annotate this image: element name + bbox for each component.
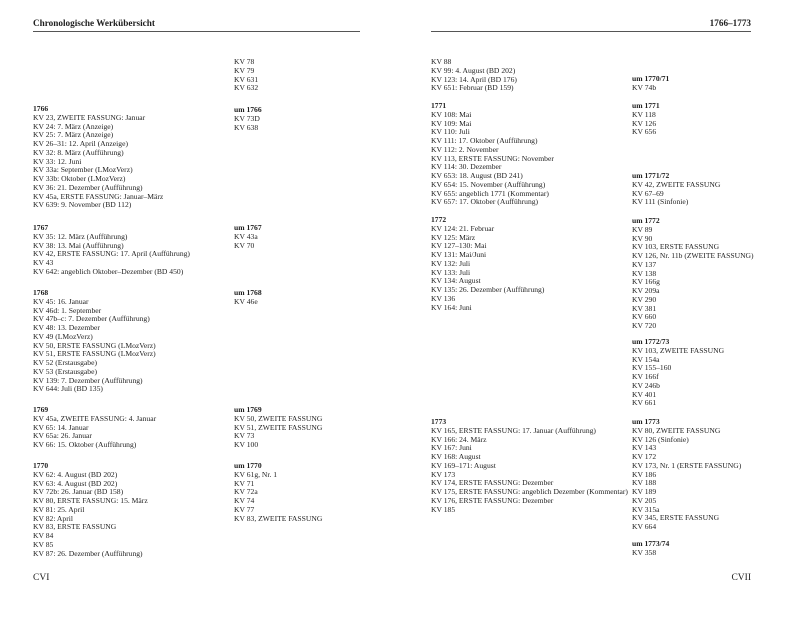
entry-text: KV 51,	[234, 422, 259, 432]
entry-text: ERSTE FASSUNG	[659, 242, 720, 252]
year-heading: 1769	[33, 405, 49, 414]
year-heading: 1766	[33, 104, 49, 113]
entry-text: KV 25: 7. März (Anzeige)	[33, 130, 114, 140]
entry-text: KV 51,	[33, 349, 58, 359]
entry-text: KV 65a: 26. Januar	[33, 431, 92, 441]
entry-text: KV 155–160	[632, 363, 672, 373]
work-entry	[234, 441, 322, 450]
entry-text: KV 209a	[632, 286, 660, 295]
entry-text: KV 653: 18. August (BD 241)	[431, 171, 523, 180]
entry-text: KV 72b: 26. Januar (BD 158)	[33, 487, 124, 497]
entry-text: KV 100	[234, 440, 259, 449]
entry-text: KV 65: 14. Januar	[33, 422, 89, 432]
work-entry	[632, 198, 720, 207]
year-heading: 1773	[431, 417, 447, 426]
entry-text: KV 33b: Oktober (LMozVerz)	[33, 174, 126, 183]
page-number: CVII	[731, 573, 751, 583]
right-page	[393, 0, 787, 622]
year-block	[632, 75, 669, 93]
entry-text: KV 113,	[431, 153, 459, 163]
entry-text: KV 381	[632, 303, 657, 313]
work-entry	[431, 462, 628, 471]
entry-text: KV 124: 21. Februar	[431, 223, 495, 233]
entry-text: KV 638	[234, 122, 259, 132]
entry-text: KV 90	[632, 233, 653, 243]
entry-text: KV 53 (Erstausgabe)	[33, 366, 97, 376]
entry-text: KV 126, Nr. 11b (	[632, 251, 687, 260]
year-heading: 1770	[33, 461, 49, 470]
entry-text: KV 651: Februar (BD 159)	[431, 83, 514, 93]
entry-text: KV 79	[234, 65, 255, 75]
entry-text: KV 63: 4. August (BD 202)	[33, 478, 118, 488]
entry-text: KV 154a	[632, 354, 660, 364]
entry-text: KV 83,	[33, 522, 58, 532]
year-block	[234, 406, 322, 450]
entry-text: KV 73	[234, 431, 255, 441]
entry-text: KV 26–31: 12. April (Anzeige)	[33, 139, 128, 148]
year-heading: um 1770/71	[632, 74, 670, 83]
work-entry	[33, 268, 190, 277]
entry-text: KV 46e	[234, 296, 258, 306]
entry-text: KV 52 (Erstausgabe)	[33, 358, 97, 367]
year-heading: um 1767	[234, 223, 262, 232]
entry-text: KV 23,	[33, 112, 58, 122]
work-entry	[431, 497, 628, 506]
entry-text: KV 137	[632, 259, 657, 269]
work-entry	[632, 84, 669, 93]
entry-text: KV 632	[234, 83, 259, 93]
entry-text: KV 132: Juli	[431, 258, 471, 268]
entry-text: KV 38: 13. Mai (Aufführung)	[33, 240, 124, 250]
entry-text: KV 103,	[632, 242, 660, 252]
work-entry	[431, 198, 554, 207]
entry-text: KV 49 (LMozVerz)	[33, 331, 93, 341]
year-heading: um 1772	[632, 216, 660, 225]
entry-text: KV 134: August	[431, 276, 481, 286]
year-heading: um 1773	[632, 417, 660, 426]
running-header-title: 1766–1773	[709, 18, 751, 28]
entry-text: KV 139: 7. Dezember (Aufführung)	[33, 375, 143, 385]
entry-text: KV 358	[632, 547, 657, 557]
entry-text: KV 71	[234, 478, 255, 488]
entry-text: KV 84	[33, 531, 54, 540]
entry-text: )	[738, 460, 742, 470]
year-block	[632, 217, 754, 331]
year-heading: um 1768	[234, 288, 262, 297]
work-entry	[632, 549, 669, 558]
entry-text: ZWEITE FASSUNG	[659, 345, 725, 355]
work-entry	[431, 84, 517, 93]
entry-text: KV 114: 30. Dezember	[431, 162, 502, 172]
year-block	[33, 406, 156, 450]
header-rule	[33, 31, 360, 32]
entry-text: (LMozVerz)	[116, 349, 156, 359]
work-entry	[431, 304, 544, 313]
entry-text: KV 127–130: Mai	[431, 241, 487, 251]
year-heading: um 1771	[632, 101, 660, 110]
entry-text: KV 138	[632, 268, 657, 278]
entry-text: KV 78	[234, 57, 255, 66]
entry-text: ZWEITE FASSUNG	[258, 422, 323, 432]
entry-text: : Dezember	[518, 478, 554, 488]
entry-text: )	[751, 251, 754, 260]
entry-text: ZWEITE FASSUNG	[258, 413, 323, 423]
work-entry	[33, 201, 163, 210]
entry-text: KV 103,	[632, 345, 660, 355]
entry-text: KV 110: Juli	[431, 127, 470, 137]
entry-text: KV 62: 4. August (BD 202)	[33, 469, 118, 479]
entry-text: KV 126 (Sinfonie)	[632, 434, 689, 444]
entry-text: KV 123: 14. April (BD 176)	[431, 74, 517, 84]
entry-text: KV 42,	[33, 249, 58, 259]
year-heading: um 1766	[234, 105, 262, 114]
year-block	[234, 462, 322, 523]
entry-text: KV 61g, Nr. 1	[234, 469, 278, 479]
entry-text: KV 74	[234, 496, 255, 505]
entry-text: KV 720	[632, 321, 657, 330]
entry-text: KV 173	[431, 469, 456, 479]
work-entry	[632, 399, 724, 408]
entry-text: KV 168: August	[431, 452, 481, 461]
year-block	[234, 224, 262, 250]
entry-text: KV 48: 13. Dezember	[33, 323, 100, 332]
entry-text: KV 73D	[234, 113, 260, 123]
entry-text: KV 109: Mai	[431, 118, 472, 128]
entry-text: ERSTE FASSUNG	[57, 340, 117, 350]
entry-text: ZWEITE FASSUNG	[686, 251, 752, 260]
entry-text: ERSTE FASSUNG	[60, 191, 120, 201]
entry-text: KV 661	[632, 398, 657, 408]
entry-text: : Januar	[121, 112, 146, 122]
work-entry	[632, 523, 741, 532]
entry-text: ERSTE FASSUNG	[458, 487, 519, 496]
work-entry	[33, 385, 156, 394]
entry-text: KV 85	[33, 539, 54, 549]
entry-text: KV 77	[234, 504, 255, 514]
entry-text: KV 66: 15. Oktober (Aufführung)	[33, 440, 137, 449]
work-entry	[33, 550, 148, 559]
entry-text: KV 131: Mai/Juni	[431, 250, 487, 259]
entry-text: KV 45: 16. Januar	[33, 296, 89, 306]
entry-text: KV 172	[632, 452, 657, 461]
entry-text: KV 345,	[632, 513, 660, 523]
year-block	[632, 418, 741, 532]
entry-text: KV 136	[431, 293, 456, 303]
entry-text: ZWEITE FASSUNG	[258, 513, 323, 523]
entry-text: KV 166f	[632, 372, 659, 381]
year-block	[33, 224, 190, 277]
entry-text: KV 67–69	[632, 188, 664, 198]
entry-text: ZWEITE FASSUNG	[656, 425, 721, 435]
entry-text: KV 43	[33, 258, 54, 267]
entry-text: : November	[517, 153, 554, 163]
entry-text: KV 74b	[632, 82, 657, 92]
year-block	[632, 338, 724, 408]
entry-text: ERSTE FASSUNG	[458, 425, 519, 435]
year-block	[632, 102, 660, 137]
entry-text: ERSTE FASSUNG	[679, 460, 739, 470]
entry-text: ERSTE FASSUNG	[458, 495, 519, 505]
year-heading: um 1769	[234, 405, 262, 414]
work-entry	[234, 515, 322, 524]
entry-text: KV 654: 15. November (Aufführung)	[431, 179, 546, 189]
running-header-title: Chronologische Werkübersicht	[33, 18, 155, 28]
entry-text: ZWEITE FASSUNG	[57, 112, 122, 122]
entry-text: ERSTE FASSUNG	[458, 153, 518, 163]
entry-text: KV 33a: September (LMozVerz)	[33, 165, 133, 175]
work-entry	[234, 298, 262, 307]
entry-text: KV 45a,	[33, 191, 61, 201]
entry-text: KV 189	[632, 487, 657, 496]
entry-text: KV 36: 21. Dezember (Aufführung)	[33, 182, 143, 192]
entry-text: KV 401	[632, 389, 657, 399]
entry-text: KV 186	[632, 469, 657, 479]
entry-text: KV 290	[632, 294, 657, 304]
entry-text: KV 169–171: August	[431, 460, 496, 470]
entry-text: KV 205	[632, 495, 657, 505]
entry-text: KV 87: 26. Dezember (Aufführung)	[33, 548, 143, 558]
entry-text: KV 35: 12. März (Aufführung)	[33, 231, 128, 241]
entry-text: : angeblich Dezember (Kommentar)	[518, 487, 628, 496]
year-block	[431, 102, 554, 207]
work-entry	[33, 250, 190, 259]
entry-text: KV 99: 4. August (BD 202)	[431, 65, 516, 75]
entry-text: KV 174,	[431, 478, 459, 488]
entry-text: : Januar–März	[119, 191, 164, 201]
year-block	[33, 289, 156, 394]
left-page	[0, 0, 393, 622]
entry-text: : 4. Januar	[124, 413, 157, 423]
entry-text: KV 167: Juni	[431, 443, 472, 453]
work-entry	[234, 242, 262, 251]
year-block	[33, 462, 148, 558]
entry-text: KV 50,	[33, 340, 58, 350]
entry-text: KV 70	[234, 240, 255, 250]
year-heading: 1767	[33, 223, 49, 232]
entry-text: KV 126	[632, 118, 657, 128]
year-block	[431, 418, 628, 514]
entry-text: KV 108: Mai	[431, 109, 472, 119]
entry-text: KV 657: 17. Oktober (Aufführung)	[431, 197, 539, 207]
entry-text: (LMozVerz)	[116, 340, 156, 350]
work-entry	[33, 441, 156, 450]
entry-text: KV 81: 25. April	[33, 504, 85, 514]
work-entry	[632, 128, 660, 137]
entry-text: KV 164: Juni	[431, 302, 472, 312]
year-block	[234, 289, 262, 307]
entry-text: KV 43a	[234, 231, 258, 241]
work-entry	[431, 506, 628, 515]
entry-text: KV 188	[632, 478, 657, 488]
header-rule	[431, 31, 751, 32]
entry-text: KV 175,	[431, 487, 459, 496]
entry-text: KV 639: 9. November (BD 112)	[33, 200, 132, 210]
entry-text: KV 83,	[234, 513, 259, 523]
entry-text: KV 72a	[234, 487, 258, 497]
year-block	[33, 105, 163, 210]
entry-text: KV 80,	[632, 425, 657, 435]
year-block	[632, 172, 720, 207]
entry-text: KV 24: 7. März (Anzeige)	[33, 121, 114, 131]
entry-text: KV 176,	[431, 495, 459, 505]
year-block	[632, 540, 669, 558]
work-entry	[234, 84, 258, 93]
entry-text: KV 42,	[632, 179, 657, 189]
entry-text: KV 631	[234, 74, 259, 84]
year-heading: um 1772/73	[632, 337, 670, 346]
entry-text: KV 50,	[234, 413, 259, 423]
entry-text: KV 135: 26. Dezember (Aufführung)	[431, 285, 545, 294]
entry-text: KV 112: 2. November	[431, 144, 499, 154]
year-heading: um 1771/72	[632, 171, 670, 180]
entry-text: KV 125: März	[431, 232, 476, 242]
entry-text: KV 165,	[431, 425, 459, 435]
year-block	[431, 58, 517, 93]
year-block	[234, 58, 258, 93]
entry-text: KV 111 (Sinfonie)	[632, 197, 689, 207]
entry-text: KV 664	[632, 522, 657, 531]
entry-text: KV 315a	[632, 504, 660, 514]
entry-text: KV 656	[632, 127, 657, 137]
entry-text: ERSTE FASSUNG	[659, 513, 720, 523]
page-number: CVI	[33, 573, 50, 583]
entry-text: ERSTE FASSUNG	[57, 249, 117, 259]
entry-text: KV 185	[431, 504, 456, 514]
year-heading: um 1770	[234, 461, 262, 470]
entry-text: KV 143	[632, 443, 657, 453]
entry-text: KV 642: angeblich Oktober–Dezember (BD 450)	[33, 266, 184, 276]
entry-text: KV 88	[431, 57, 452, 66]
entry-text: KV 46d: 1. September	[33, 305, 102, 315]
entry-text: KV 118	[632, 109, 656, 119]
year-block	[431, 216, 544, 312]
entry-text: KV 89	[632, 224, 653, 234]
entry-text: ZWEITE FASSUNG	[60, 413, 125, 423]
entry-text: KV 246b	[632, 380, 660, 390]
year-heading: 1772	[431, 215, 447, 224]
year-heading: 1771	[431, 101, 447, 110]
entry-text: : 17. Januar (Aufführung)	[518, 425, 596, 435]
work-entry	[234, 124, 262, 133]
entry-text: : Dezember	[518, 495, 554, 505]
entry-text: KV 80,	[33, 496, 58, 505]
entry-text: KV 166: 24. März	[431, 434, 487, 444]
entry-text: KV 655: angeblich 1771 (Kommentar)	[431, 188, 549, 198]
year-heading: um 1773/74	[632, 539, 670, 548]
work-entry	[632, 322, 754, 331]
year-heading: 1768	[33, 288, 49, 297]
entry-text: KV 33: 12. Juni	[33, 156, 82, 166]
entry-text: KV 45a,	[33, 413, 61, 423]
entry-text: : 17. April (Aufführung)	[116, 249, 190, 259]
entry-text: KV 644: Juli (BD 135)	[33, 384, 103, 394]
entry-text: KV 133: Juli	[431, 267, 471, 277]
entry-text: ERSTE FASSUNG	[57, 349, 117, 359]
entry-text: KV 47b–c: 7. Dezember (Aufführung)	[33, 314, 150, 324]
entry-text: KV 173, Nr. 1 (	[632, 460, 680, 470]
entry-text: KV 111: 17. Oktober (Aufführung)	[431, 136, 538, 145]
entry-text: KV 166g	[632, 277, 660, 287]
entry-text: ZWEITE FASSUNG	[656, 179, 721, 189]
entry-text: KV 32: 8. März (Aufführung)	[33, 147, 124, 157]
entry-text: ERSTE FASSUNG	[57, 496, 117, 505]
entry-text: KV 660	[632, 312, 657, 322]
entry-text: : 15. März	[116, 496, 148, 505]
entry-text: KV 82: April	[33, 513, 73, 523]
entry-text: ERSTE FASSUNG	[57, 522, 117, 532]
year-block	[234, 106, 262, 132]
entry-text: ERSTE FASSUNG	[458, 478, 519, 488]
